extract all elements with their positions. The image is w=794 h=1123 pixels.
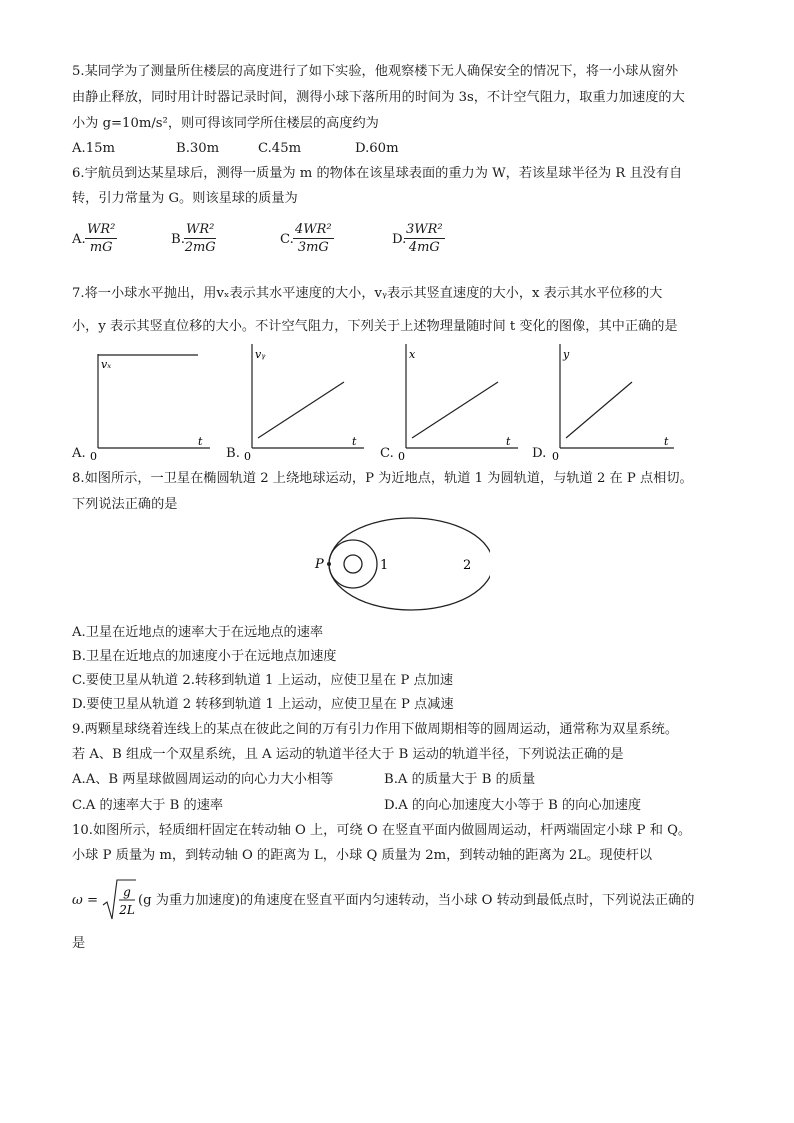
q6-line1: 6.宇航员到达某星球后，测得一质量为 m 的物体在该星球表面的重力为 W，若该星球半径为 R 且没有自: [72, 166, 683, 181]
q8-option-d: D.要使卫星从轨道 2 转移到轨道 1 上运动，应使卫星在 P 点减速: [72, 697, 454, 712]
y-axis-label: y: [563, 348, 570, 361]
q8-line1: 8.如图所示，一卫星在椭圆轨道 2 上绕地球运动，P 为近地点，轨道 1 为圆轨道，与轨道 2 在 P 点相切。: [72, 471, 693, 486]
q7-graph-a: [86, 350, 216, 462]
q6-option-b-numerator: WR²: [186, 222, 215, 237]
point-p-dot: [327, 562, 331, 566]
q6-option-c-numerator: 4WR²: [295, 222, 332, 237]
q10-sqrt-formula: [101, 877, 137, 923]
earth-circle: [344, 555, 362, 573]
x-axis-label: t: [198, 435, 203, 448]
origin-label: 0: [552, 450, 559, 462]
point-p-label: P: [315, 557, 324, 572]
orbit-1-label: 1: [380, 558, 389, 573]
origin-label: 0: [398, 450, 405, 462]
q9-option-a: A.A、B 两星球做圆周运动的向心力大小相等: [72, 772, 334, 787]
q7-graph-a-label: A.: [72, 446, 86, 461]
q5-option-a: A.15m: [72, 141, 116, 156]
q5-option-b: B.30m: [176, 141, 220, 156]
q7-graph-d-label: D.: [532, 446, 547, 461]
q6-option-c-label: C.: [280, 232, 294, 247]
q6-option-a-label: A.: [72, 232, 86, 247]
q8-option-a: A.卫星在近地点的速率大于在远地点的速率: [72, 625, 324, 640]
q7-graph-c-label: C.: [380, 446, 394, 461]
orbit-1-circle: [329, 540, 377, 588]
sqrt-denominator: 2L: [119, 903, 135, 917]
q10-line1: 10.如图所示，轻质细杆固定在转动轴 O 上，可绕 O 在竖直平面内做圆周运动，杆两端固定小球 P 和 Q。: [72, 823, 692, 838]
y-axis-label: vᵧ: [255, 348, 266, 361]
q6-option-d-denominator: 4mG: [408, 240, 440, 255]
origin-label: 0: [244, 450, 251, 462]
q6-option-b-label: B.: [171, 232, 185, 247]
graph-line: [566, 382, 632, 438]
q5-option-d: D.60m: [355, 141, 399, 156]
q10-line2: 小球 P 质量为 m，到转动轴 O 的距离为 L，小球 Q 质量为 2m，到转动轴的距离为 2L。现使杆以: [72, 848, 653, 863]
q6-option-a-denominator: mG: [89, 240, 113, 255]
q8-orbit-figure: [310, 514, 490, 614]
y-axis-label: vₓ: [101, 358, 112, 371]
q9-line1: 9.两颗星球绕着连线上的某点在彼此之间的万有引力作用下做周期相等的圆周运动，通常称为双星系统。: [72, 722, 679, 737]
q10-line4: 是: [72, 936, 86, 951]
x-axis-label: t: [664, 435, 669, 448]
q9-line2: 若 A、B 组成一个双星系统，且 A 运动的轨道半径大于 B 运动的轨道半径，下列说法正确的是: [72, 747, 624, 762]
q9-option-b: B.A 的质量大于 B 的质量: [384, 772, 536, 787]
q8-line2: 下列说法正确的是: [72, 497, 178, 512]
q8-option-c: C.要使卫星从轨道 2.转移到轨道 1 上运动，应使卫星在 P 点加速: [72, 673, 454, 688]
q10-line3-rest: (g 为重力加速度)的角速度在竖直平面内匀速转动，当小球 O 转动到最低点时，下列说法正确的: [138, 893, 695, 908]
q7-graph-b-label: B.: [226, 446, 240, 461]
q6-option-b-denominator: 2mG: [184, 240, 216, 255]
q6-option-d-fraction: [404, 222, 445, 255]
x-axis-label: t: [352, 435, 357, 448]
sqrt-numerator: g: [123, 885, 131, 899]
q6-line2: 转，引力常量为 G。则该星球的质量为: [72, 191, 298, 206]
q6-option-d-label: D.: [392, 232, 407, 247]
q6-option-d-numerator: 3WR²: [406, 222, 443, 237]
orbit-2-label: 2: [463, 558, 472, 573]
q7-graph-c: [394, 340, 524, 462]
q5-option-c: C.45m: [258, 141, 302, 156]
q7-graph-d: [548, 340, 680, 462]
q9-option-c: C.A 的速率大于 B 的速率: [72, 798, 224, 813]
q10-omega: ω =: [72, 893, 98, 908]
q6-option-c-denominator: 3mG: [297, 240, 329, 255]
q6-option-a-numerator: WR²: [87, 222, 116, 237]
q7-line2: 小，y 表示其竖直位移的大小。不计空气阻力，下列关于上述物理量随时间 t 变化的图像，其中正确的是: [72, 319, 678, 334]
q7-graph-b: [240, 340, 370, 462]
q6-option-b-fraction: [184, 222, 216, 255]
x-axis-label: t: [506, 435, 511, 448]
graph-line: [412, 382, 498, 438]
q5-line1: 5.某同学为了测量所住楼层的高度进行了如下实验，他观察楼下无人确保安全的情况下，将一小球从窗外: [72, 64, 679, 79]
q5-line2: 由静止释放，同时用计时器记录时间，测得小球下落所用的时间为 3s，不计空气阻力，取重力加速度的大: [72, 90, 685, 105]
q6-option-c-fraction: [293, 222, 334, 255]
q6-option-a-fraction: [85, 222, 117, 255]
origin-label: 0: [90, 450, 97, 462]
y-axis-label: x: [409, 348, 416, 361]
q7-line1: 7.将一小球水平抛出，用vₓ表示其水平速度的大小，vᵧ表示其竖直速度的大小，x 表示其水平位移的大: [72, 286, 663, 301]
q8-option-b: B.卫星在近地点的加速度小于在远地点加速度: [72, 649, 337, 664]
q9-option-d: D.A 的向心加速度大小等于 B 的向心加速度: [384, 798, 642, 813]
q5-line3: 小为 g=10m/s²，则可得该同学所住楼层的高度约为: [72, 116, 379, 131]
graph-line: [258, 382, 344, 438]
